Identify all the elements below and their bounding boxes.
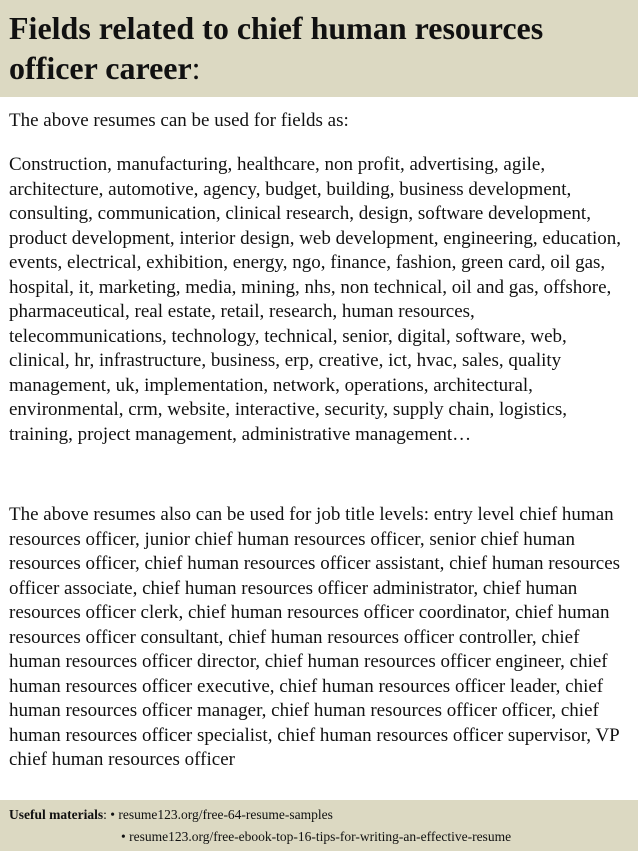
useful-materials-footer xyxy=(0,800,638,851)
useful-materials-separator: : xyxy=(103,807,111,822)
useful-materials-label: Useful materials xyxy=(9,807,104,822)
footer-link-1[interactable]: • resume123.org/free-64-resume-samples xyxy=(110,807,333,822)
page-title-text: Fields related to chief human resources officer career xyxy=(9,10,544,86)
page-title xyxy=(9,8,629,88)
footer-link-2[interactable]: • resume123.org/free-ebook-top-16-tips-for-writing-an-effective-resume xyxy=(121,829,512,844)
footer-row-1 xyxy=(9,805,333,825)
fields-paragraph: Construction, manufacturing, healthcare, non profit, advertising, agile, architecture, automotive, agency, budget, building, business development, consulting, communication, clinical research, design, software development, product development, interior design, web development, engineering, education, events, electrical, exhibition, energy, ngo, finance, fashion, green card, oil gas, hospital, it, marketing, media, mining, nhs, non technical, oil and gas, offshore, pharmaceutical, real estate, retail, research, human resources, telecommunications, technology, technical, senior, digital, software, web, clinical, hr, infrastructure, business, erp, creative, ict, hvac, sales, quality management, uk, implementation, network, operations, architectural, environmental, crm, website, interactive, security, supply chain, logistics, training, project management, administrative management… xyxy=(9,154,622,445)
job-levels-paragraph: The above resumes also can be used for job title levels: entry level chief human resources officer, junior chief human resources officer, senior chief human resources officer, chief human resources officer assistant, chief human resources officer associate, chief human resources officer administrator, chief human resources officer clerk, chief human resources officer coordinator, chief human resources officer consultant, chief human resources officer controller, chief human resources officer director, chief human resources officer engineer, chief human resources officer executive, chief human resources officer leader, chief human resources officer manager, chief human resources officer officer, chief human resources officer specialist, chief human resources officer supervisor, VP chief human resources officer xyxy=(9,504,621,770)
footer-row-2 xyxy=(121,827,511,847)
page-title-colon: : xyxy=(191,50,201,86)
title-bar xyxy=(0,0,638,97)
intro-text: The above resumes can be used for fields as: xyxy=(9,110,349,131)
